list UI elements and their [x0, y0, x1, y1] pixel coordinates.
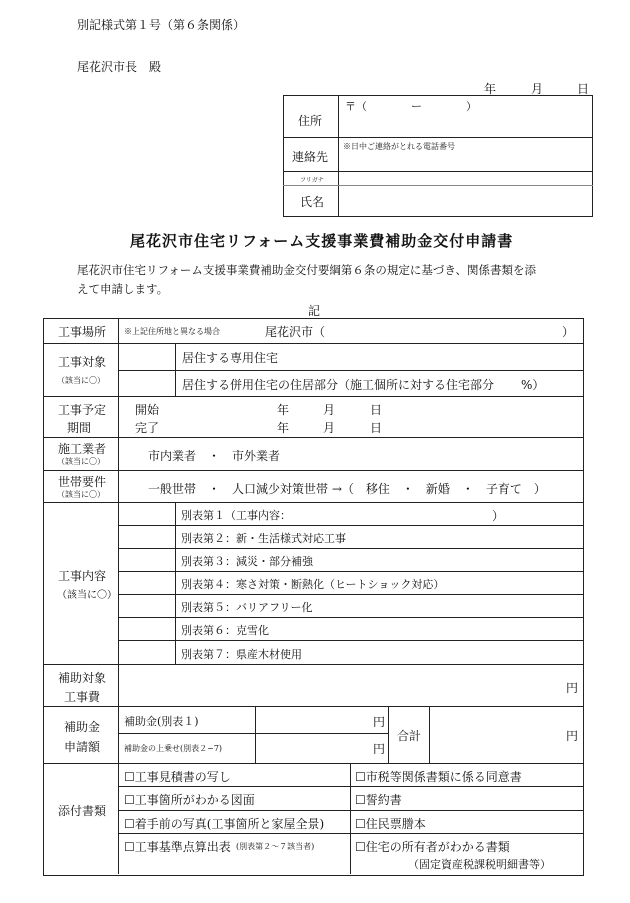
start-day[interactable]: 日	[370, 403, 383, 417]
date-day: 日	[577, 82, 590, 96]
contractor-options[interactable]: 市内業者 ・ 市外業者	[148, 449, 281, 463]
subsidy-row-1: 補助金(別表１)	[124, 715, 199, 728]
site-close: ）	[562, 325, 575, 339]
intro-line2: えて申請します。	[77, 282, 169, 296]
target-label: 工事対象	[58, 355, 107, 369]
contractor-label: 施工業者	[58, 442, 107, 456]
subsidy-label-2: 申請額	[64, 740, 101, 754]
work-item[interactable]: 別表第３：減災・部分補強	[181, 555, 313, 568]
work-item-1-close: ）	[492, 509, 505, 523]
attach-left-4-note: (別表第２～７該当者)	[236, 842, 315, 851]
work-item[interactable]: 別表第６：克雪化	[181, 624, 269, 637]
total-yen[interactable]: 円	[566, 729, 579, 743]
name-label: 氏名	[300, 195, 325, 209]
attach-checkbox[interactable]: ☐着手前の写真(工事箇所と家屋全景)	[124, 817, 325, 831]
work-item[interactable]: 別表第７：県産木材使用	[181, 648, 302, 661]
schedule-label-2: 期間	[67, 421, 92, 435]
work-item[interactable]: 別表第５：バリアフリー化	[181, 601, 313, 614]
attach-right-4-note: （固定資産税課税明細書等）	[408, 858, 551, 871]
schedule-label-1: 工事予定	[58, 403, 107, 417]
site-city[interactable]: 尾花沢市（	[265, 325, 326, 339]
work-sub: （該当に〇）	[57, 590, 117, 601]
attach-checkbox[interactable]: ☐工事見積書の写し	[124, 770, 231, 784]
start-year[interactable]: 年	[277, 403, 290, 417]
start-month[interactable]: 月	[323, 403, 336, 417]
postal-code[interactable]: 〒（ ー ）	[345, 100, 477, 113]
target-option-2[interactable]: 居住する併用住宅の住居部分（施工個所に対する住宅部分	[182, 378, 495, 392]
attach-checkbox[interactable]: ☐誓約書	[355, 793, 402, 807]
attach-checkbox[interactable]: ☐工事基準点算出表	[124, 840, 231, 854]
subsidy-row-1-yen[interactable]: 円	[373, 715, 386, 729]
end-year[interactable]: 年	[277, 421, 290, 435]
target-percent: %）	[521, 378, 545, 392]
subsidy-label-1: 補助金	[64, 720, 101, 734]
total-label: 合計	[397, 729, 422, 743]
form-title: 尾花沢市住宅リフォーム支援事業費補助金交付申請書	[130, 232, 514, 250]
form-number: 別記様式第１号（第６条関係）	[77, 18, 246, 32]
work-item[interactable]: 別表第４：寒さ対策・断熱化（ヒートショック対応）	[181, 578, 445, 591]
address-label: 住所	[298, 114, 323, 128]
intro-line1: 尾花沢市住宅リフォーム支援事業費補助金交付要綱第６条の規定に基づき、関係書類を添	[77, 263, 536, 277]
site-note: ※上記住所地と異なる場合	[124, 327, 220, 336]
attach-checkbox[interactable]: ☐工事箇所がわかる図面	[124, 793, 255, 807]
contact-note: ※日中ご連絡がとれる電話番号	[343, 142, 455, 151]
end-label: 完了	[135, 421, 160, 435]
date-year: 年	[484, 82, 497, 96]
end-month[interactable]: 月	[323, 421, 336, 435]
addressee: 尾花沢市長 殿	[77, 60, 162, 74]
target-option-1[interactable]: 居住する専用住宅	[182, 351, 279, 365]
household-label: 世帯要件	[58, 475, 107, 489]
work-item[interactable]: 別表第２：新・生活様式対応工事	[181, 532, 346, 545]
contact-label: 連絡先	[292, 150, 329, 164]
cost-label-2: 工事費	[64, 690, 101, 704]
household-options[interactable]: 一般世帯 ・ 人口減少対策世帯 →（ 移住 ・ 新婚 ・ 子育て ）	[148, 482, 546, 496]
work-label: 工事内容	[58, 569, 107, 583]
subsidy-row-2-yen[interactable]: 円	[373, 742, 386, 756]
site-label: 工事場所	[58, 325, 107, 339]
work-item[interactable]: 別表第１（工事内容：	[181, 509, 291, 522]
attach-checkbox[interactable]: ☐住民票謄本	[355, 817, 426, 831]
end-day[interactable]: 日	[370, 421, 383, 435]
ki-label: 記	[308, 304, 321, 318]
cost-yen[interactable]: 円	[566, 681, 579, 695]
attach-label: 添付書類	[58, 804, 107, 818]
subsidy-row-2: 補助金の上乗せ(別表２~7)	[124, 744, 223, 753]
household-sub: （該当に〇）	[57, 490, 105, 499]
furigana-label: フリガナ	[300, 177, 324, 184]
cost-label-1: 補助対象	[58, 671, 107, 685]
start-label: 開始	[135, 403, 160, 417]
contractor-sub: （該当に〇）	[57, 457, 105, 466]
target-sub: （該当に〇）	[57, 376, 105, 385]
date-month: 月	[531, 82, 544, 96]
attach-checkbox[interactable]: ☐住宅の所有者がわかる書類	[355, 840, 510, 854]
attach-checkbox[interactable]: ☐市税等関係書類に係る同意書	[355, 770, 522, 784]
